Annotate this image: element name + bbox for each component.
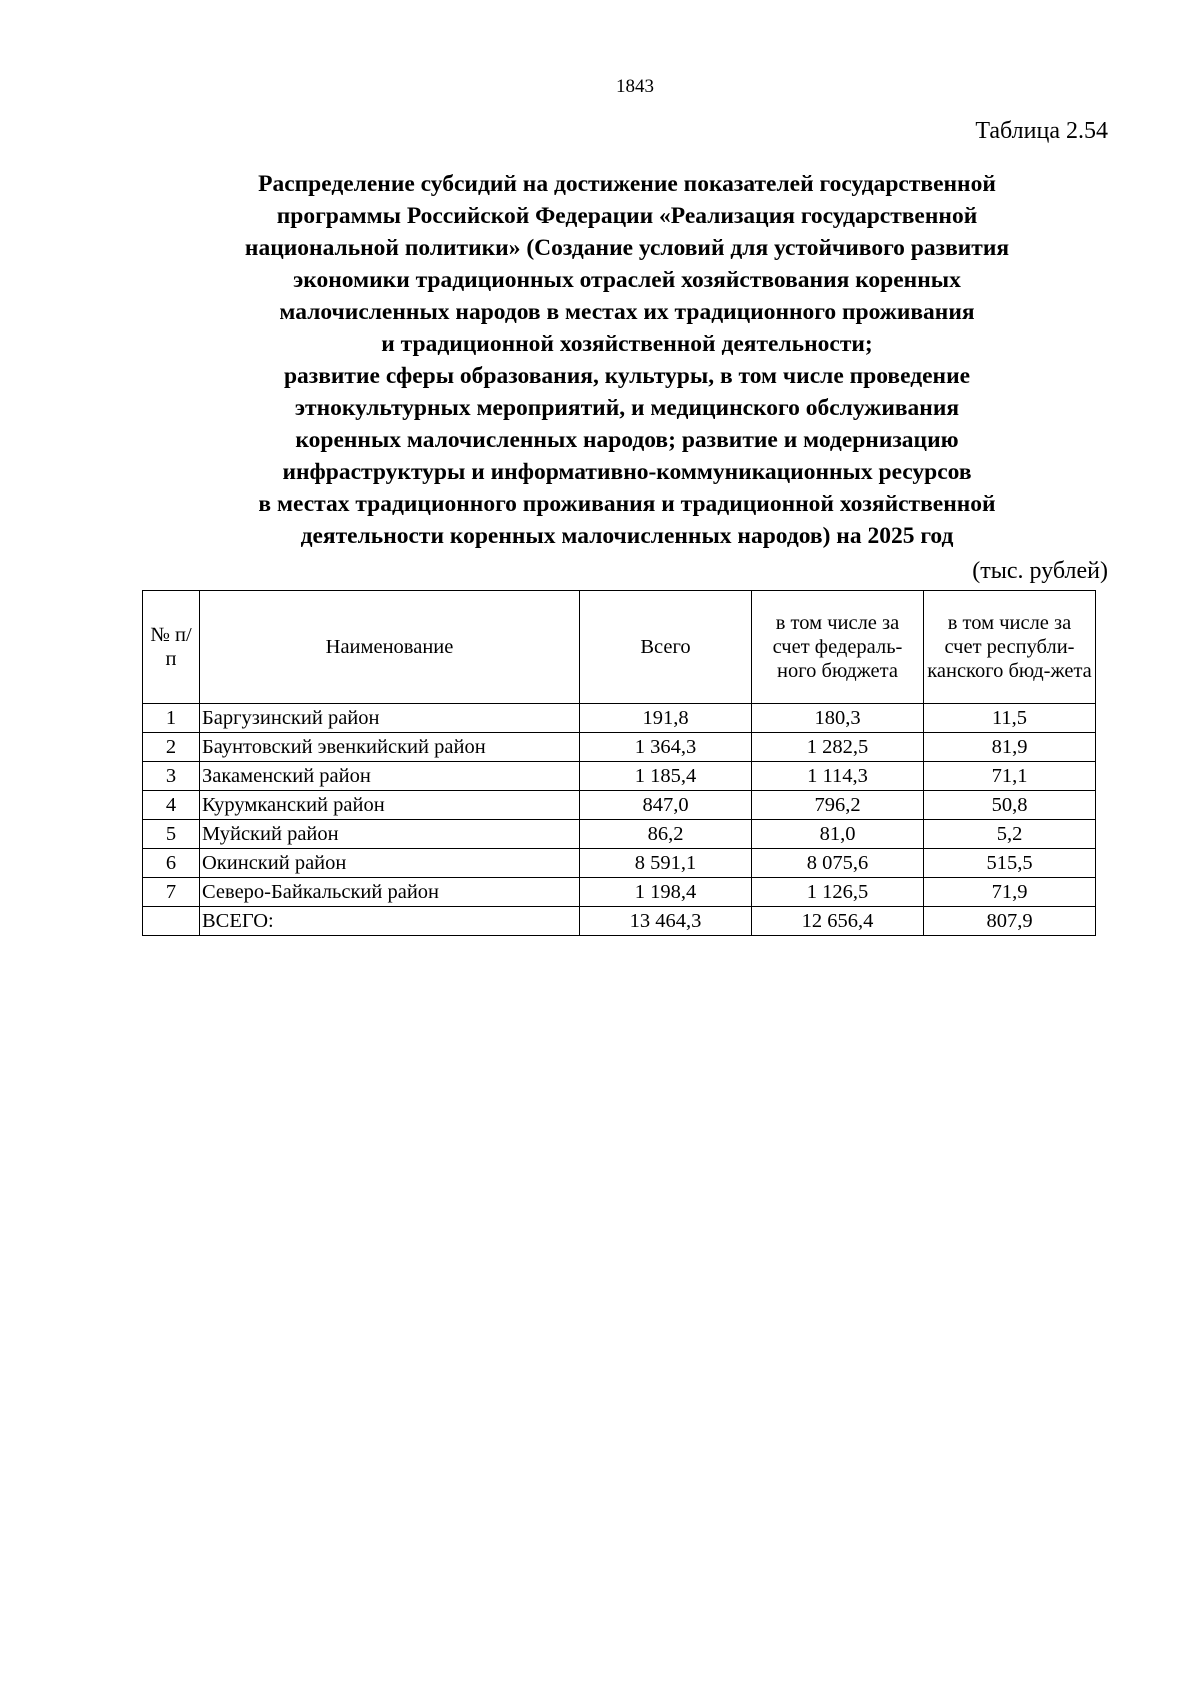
row-republic: 71,9 <box>924 878 1096 907</box>
row-total: 86,2 <box>580 820 752 849</box>
row-name: Курумканский район <box>200 791 580 820</box>
units-label: (тыс. рублей) <box>972 558 1108 584</box>
table-row <box>143 878 1096 907</box>
title-line: деятельности коренных малочисленных народов) на 2025 год <box>300 523 954 549</box>
row-name: Северо-Байкальский район <box>200 878 580 907</box>
title-line: экономики традиционных отраслей хозяйствования коренных <box>293 267 961 293</box>
row-name: Окинский район <box>200 849 580 878</box>
row-federal: 1 282,5 <box>752 733 924 762</box>
row-federal: 1 126,5 <box>752 878 924 907</box>
row-num: 2 <box>143 733 200 762</box>
title-line: развитие сферы образования, культуры, в том числе проведение <box>283 363 971 389</box>
row-federal: 8 075,6 <box>752 849 924 878</box>
row-federal: 1 114,3 <box>752 762 924 791</box>
row-republic: 515,5 <box>924 849 1096 878</box>
row-num: 1 <box>143 704 200 733</box>
table-row <box>143 733 1096 762</box>
title-line: национальной политики» (Создание условий для устойчивого развития <box>244 235 1010 261</box>
table-row <box>143 820 1096 849</box>
header-total: Всего <box>580 591 752 704</box>
header-republic: в том числе за счет республи-канского бюд-жета <box>924 591 1096 704</box>
header-federal: в том числе за счет федераль-ного бюджета <box>752 591 924 704</box>
table-total-row <box>143 907 1096 936</box>
row-federal: 180,3 <box>752 704 924 733</box>
title-line: и традиционной хозяйственной деятельности; <box>381 331 873 357</box>
row-republic: 50,8 <box>924 791 1096 820</box>
table-number: Таблица 2.54 <box>975 118 1108 144</box>
page-number: 1843 <box>616 76 654 97</box>
row-total: 1 185,4 <box>580 762 752 791</box>
row-num: 4 <box>143 791 200 820</box>
total-republic: 807,9 <box>924 907 1096 936</box>
table-header-row <box>143 591 1096 704</box>
row-name: Муйский район <box>200 820 580 849</box>
row-name: Закаменский район <box>200 762 580 791</box>
row-republic: 71,1 <box>924 762 1096 791</box>
row-total: 847,0 <box>580 791 752 820</box>
row-federal: 81,0 <box>752 820 924 849</box>
table-row <box>143 762 1096 791</box>
title-line: программы Российской Федерации «Реализация государственной <box>276 203 978 229</box>
row-total: 8 591,1 <box>580 849 752 878</box>
total-num <box>143 907 200 936</box>
row-total: 191,8 <box>580 704 752 733</box>
row-federal: 796,2 <box>752 791 924 820</box>
title-line: коренных малочисленных народов; развитие и модернизацию <box>295 427 959 453</box>
row-republic: 11,5 <box>924 704 1096 733</box>
title-line: инфраструктуры и информативно-коммуникационных ресурсов <box>282 459 972 485</box>
row-total: 1 198,4 <box>580 878 752 907</box>
table-row <box>143 849 1096 878</box>
table-row <box>143 704 1096 733</box>
total-name: ВСЕГО: <box>200 907 580 936</box>
row-num: 7 <box>143 878 200 907</box>
row-num: 5 <box>143 820 200 849</box>
title-line: этнокультурных мероприятий, и медицинского обслуживания <box>294 395 960 421</box>
row-num: 3 <box>143 762 200 791</box>
table-row <box>143 791 1096 820</box>
subsidy-table <box>142 590 1096 936</box>
header-name: Наименование <box>200 591 580 704</box>
title-line: малочисленных народов в местах их традиционного проживания <box>279 299 975 325</box>
header-num: № п/п <box>143 591 200 704</box>
title-line: в местах традиционного проживания и традиционной хозяйственной <box>258 491 996 517</box>
table-title <box>142 168 1112 552</box>
row-name: Баргузинский район <box>200 704 580 733</box>
row-num: 6 <box>143 849 200 878</box>
row-name: Баунтовский эвенкийский район <box>200 733 580 762</box>
total-total: 13 464,3 <box>580 907 752 936</box>
title-line: Распределение субсидий на достижение показателей государственной <box>258 171 996 197</box>
row-republic: 5,2 <box>924 820 1096 849</box>
total-federal: 12 656,4 <box>752 907 924 936</box>
row-total: 1 364,3 <box>580 733 752 762</box>
row-republic: 81,9 <box>924 733 1096 762</box>
